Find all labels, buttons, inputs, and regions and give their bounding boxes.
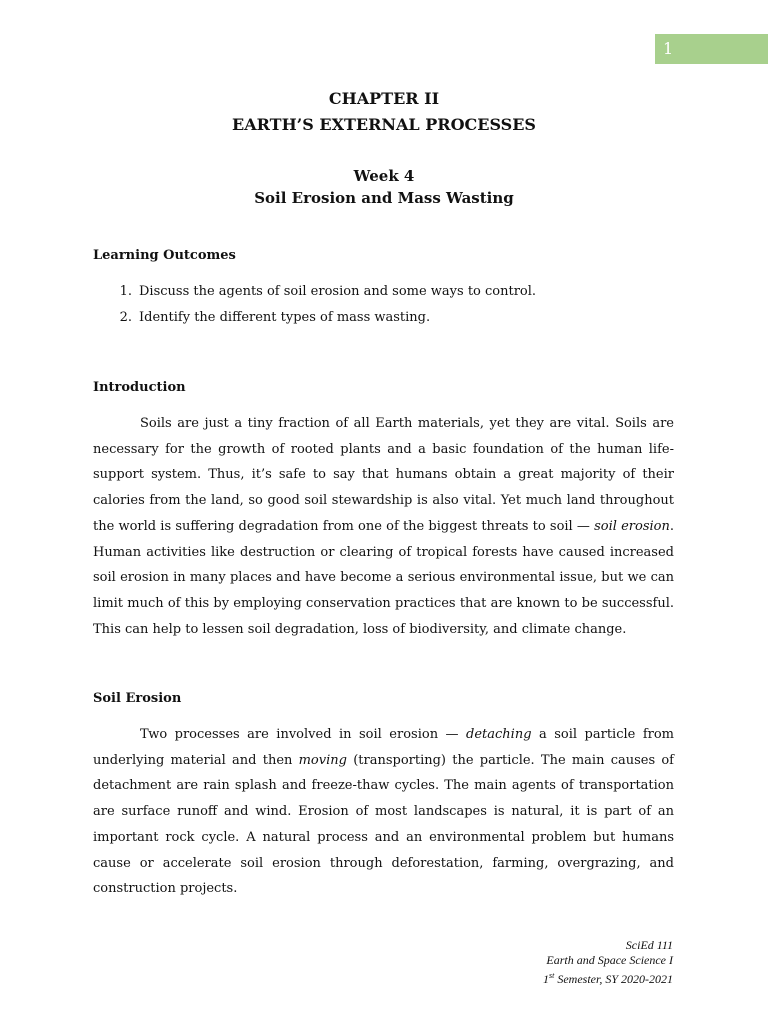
moving-emphasis: moving [298,752,347,768]
list-item [93,309,673,335]
learning-outcomes-list [93,283,673,335]
soil-erosion-paragraph: Two processes are involved in soil erosion — detaching a soil particle from underlying material and then moving (transporting) the particle. The main causes of detachment are rain splash and freeze-thaw cycles. The main agents of transportation are surface runoff and wind. Erosion of most landscapes is natural, it is part of an important rock cycle. A natural process and an environmental problem but humans cause or accelerate soil erosion through deforestation, farming, overgrazing, and construction projects. [93,727,674,897]
footer-course: SciEd 111 [625,938,673,952]
chapter-title: EARTH’S EXTERNAL PROCESSES [232,115,536,134]
list-item [93,283,673,309]
introduction-paragraph: Soils are just a tiny fraction of all Earth materials, yet they are vital. Soils are necessary for the growth of rooted plants and a basic foundation of the human life-support system. Thus, it’s safe to say that humans obtain a great majority of their calories from the land, so good soil stewardship is also vital. Yet much land throughout the world is suffering degradation from one of the biggest threats to soil — soil erosion. Human activities like destruction or clearing of tropical forests have caused increased soil erosion in many places and have become a serious environmental issue, but we can limit much of this by employing conservation practices that are known to be successful. This can help to lessen soil degradation, loss of biodiversity, and climate change. [93,416,674,637]
list-item-number: 2. [119,310,132,325]
soil-erosion-emphasis: soil erosion [594,518,670,534]
list-item-text: Identify the different types of mass wasting. [139,310,431,325]
list-item-number: 1. [119,284,132,299]
footer-course-title: Earth and Space Science I [546,953,673,967]
topic-heading: Soil Erosion and Mass Wasting [254,189,514,207]
list-item-text: Discuss the agents of soil erosion and some ways to control. [139,284,537,299]
chapter-heading: CHAPTER II [328,89,440,108]
page-number-badge: 1 [655,34,768,64]
week-heading: Week 4 [353,167,415,185]
introduction-heading: Introduction [93,380,186,395]
footer-semester: 1st Semester, SY 2020-2021 [542,971,673,986]
learning-outcomes-heading: Learning Outcomes [93,248,236,263]
detaching-emphasis: detaching [466,727,532,742]
page-footer [543,938,673,987]
soil-erosion-heading: Soil Erosion [93,691,182,706]
